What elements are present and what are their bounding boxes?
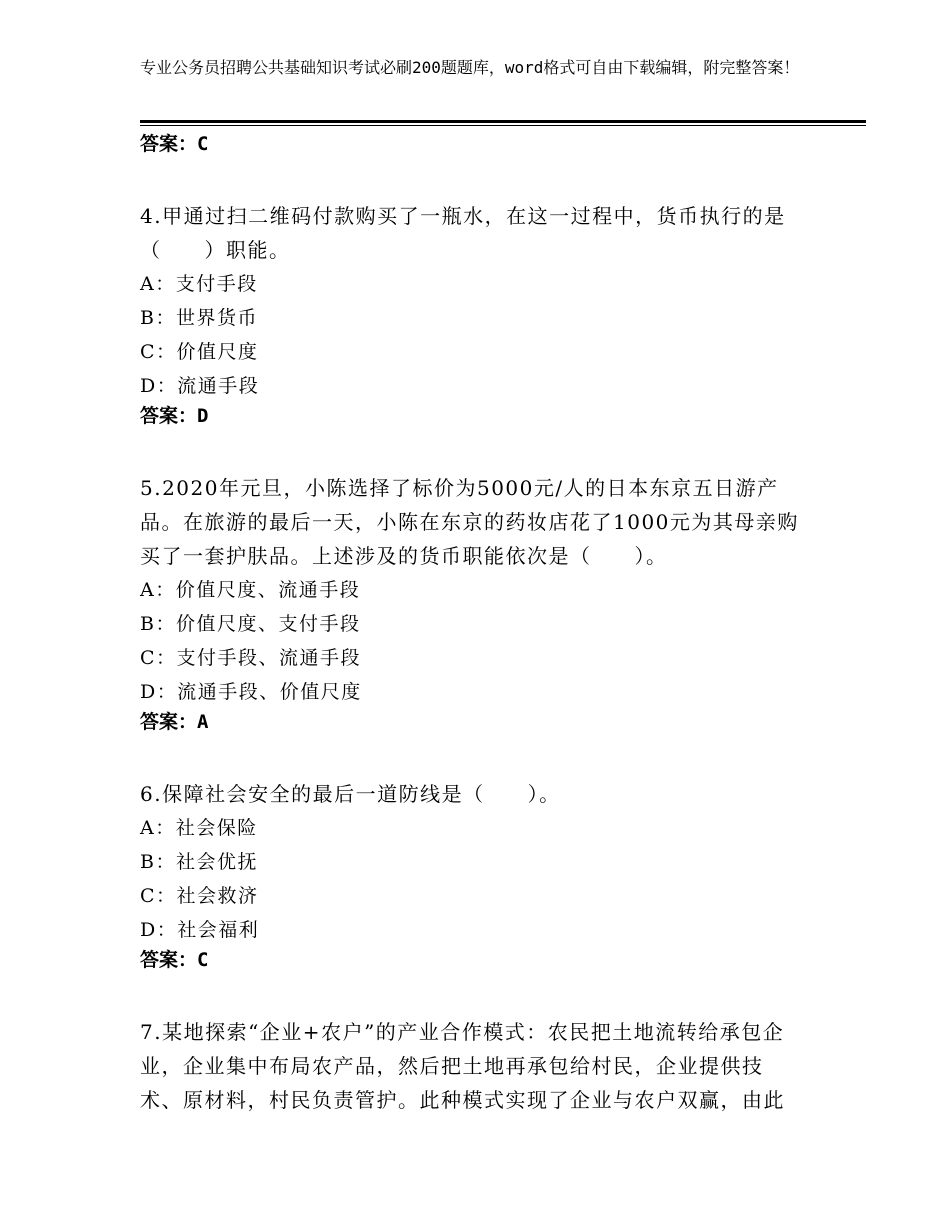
question-7 <box>140 1015 840 1117</box>
page-header: 专业公务员招聘公共基础知识考试必刷200题题库，word格式可自由下载编辑，附完整答案！ <box>140 58 800 77</box>
question-6 <box>140 777 840 981</box>
answer-q5: 答案：A <box>140 711 209 733</box>
question-4-option-d: D：流通手段 <box>140 375 260 397</box>
answer-q4: 答案：D <box>140 405 209 427</box>
question-6-text-line-1: 6.保障社会安全的最后一道防线是（ ）。 <box>140 782 561 806</box>
question-6-option-a: A：社会保险 <box>140 817 258 839</box>
header-rule-thick <box>140 120 866 123</box>
question-7-text-line-2: 业，企业集中布局农产品，然后把土地再承包给村民，企业提供技 <box>140 1054 764 1078</box>
question-7-text-line-1: 7.某地探索“企业+农户”的产业合作模式：农民把土地流转给承包企 <box>140 1020 785 1044</box>
question-5-option-a: A：价值尺度、流通手段 <box>140 579 361 601</box>
question-5-option-b: B：价值尺度、支付手段 <box>140 613 361 635</box>
question-4 <box>140 199 840 437</box>
question-5-text-line-1: 5.2020年元旦，小陈选择了标价为5000元/人的日本东京五日游产 <box>140 476 779 500</box>
answer-q6: 答案：C <box>140 949 209 971</box>
question-4-option-b: B：世界货币 <box>140 307 258 329</box>
question-4-option-a: A：支付手段 <box>140 273 258 295</box>
question-5-text-line-2: 品。在旅游的最后一天，小陈在东京的药妆店花了1000元为其母亲购 <box>140 510 799 534</box>
question-5-option-d: D：流通手段、价值尺度 <box>140 681 362 703</box>
answer-q3: 答案：C <box>140 133 209 155</box>
question-5-text-line-3: 买了一套护肤品。上述涉及的货币职能依次是（ ）。 <box>140 544 668 568</box>
question-4-option-c: C：价值尺度 <box>140 341 259 363</box>
header-rule-thin <box>140 125 866 126</box>
question-5-option-c: C：支付手段、流通手段 <box>140 647 362 669</box>
question-7-text-line-3: 术、原材料，村民负责管护。此种模式实现了企业与农户双赢，由此 <box>140 1088 785 1112</box>
question-5 <box>140 471 840 743</box>
question-6-option-b: B：社会优抚 <box>140 851 258 873</box>
question-6-option-d: D：社会福利 <box>140 919 260 941</box>
question-4-text-line-1: 4.甲通过扫二维码付款购买了一瓶水，在这一过程中，货币执行的是 <box>140 204 786 228</box>
question-6-option-c: C：社会救济 <box>140 885 259 907</box>
document-body <box>140 131 840 1117</box>
question-4-text-line-2: （ ）职能。 <box>140 238 291 262</box>
